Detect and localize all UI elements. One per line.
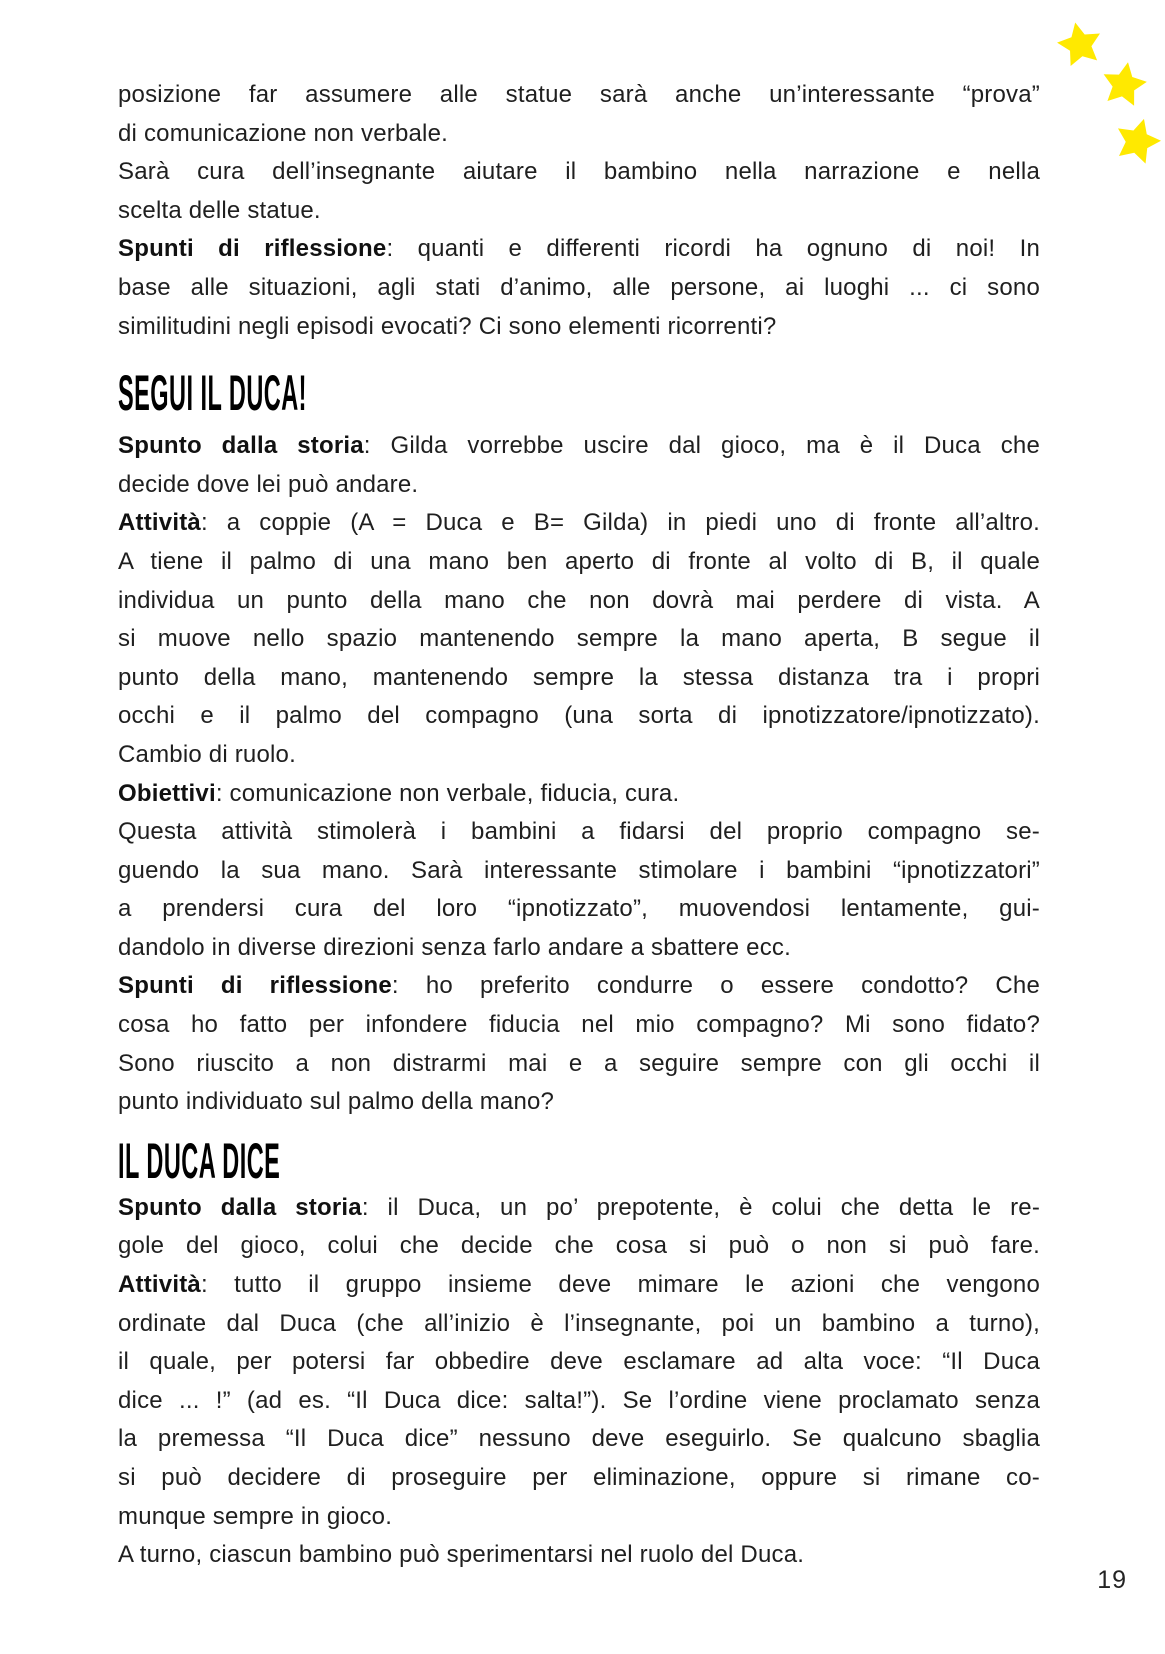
- paragraph: [118, 76, 1040, 153]
- bold-lead: Attività: [118, 1271, 201, 1299]
- bold-lead: Attività: [118, 509, 201, 537]
- line-text: : comunicazione non verbale, fiducia, cura.: [215, 779, 680, 807]
- text-line: [118, 775, 1040, 814]
- text-line: dice ... !” (ad es. “Il Duca dice: salta!”). Se l’ordine viene proclamato senza: [118, 1386, 1040, 1414]
- paragraph: [118, 504, 1040, 774]
- text-line: occhi e il palmo del compagno (una sorta di ipnotizzatore/ipnotizzato).: [118, 702, 1040, 730]
- text-line: Cambio di ruolo.: [118, 740, 296, 768]
- paragraph: [118, 427, 1040, 504]
- text-line: si può decidere di proseguire per eliminazione, oppure si rimane co-: [118, 1464, 1040, 1491]
- text-line: dandolo in diverse direzioni senza farlo andare a sbattere ecc.: [118, 933, 791, 961]
- text-line: Questa attività stimolerà i bambini a fidarsi del proprio compagno se-: [118, 818, 1040, 846]
- section-heading-text: SEGUI IL DUCA!: [118, 365, 307, 422]
- paragraph: [118, 1536, 1040, 1575]
- text-line: similitudini negli episodi evocati? Ci sono elementi ricorrenti?: [118, 312, 777, 340]
- text-line: di comunicazione non verbale.: [118, 119, 448, 147]
- text-line: si muove nello spazio mantenendo sempre la mano aperta, B segue il: [118, 625, 1040, 653]
- section-heading-text: IL DUCA DICE: [118, 1132, 281, 1189]
- text-line: base alle situazioni, agli stati d’animo, alle persone, ai luoghi ... ci sono: [118, 273, 1040, 301]
- text-line: [118, 1189, 1040, 1228]
- line-text: : tutto il gruppo insieme deve mimare le azioni che vengono: [200, 1271, 1040, 1299]
- section-heading: [118, 365, 1040, 422]
- text-line: a prendersi cura del loro “ipnotizzato”, muovendosi lentamente, gui-: [118, 895, 1040, 923]
- text-line: gole del gioco, colui che decide che cosa si può o non si può fare.: [118, 1232, 1040, 1260]
- text-line: [118, 1266, 1040, 1305]
- bold-lead: Spunto dalla storia: [118, 1193, 362, 1221]
- line-text: : quanti e differenti ricordi ha ognuno di noi! In: [386, 235, 1040, 263]
- text-line: A tiene il palmo di una mano ben aperto di fronte al volto di B, il quale: [118, 547, 1040, 575]
- text-line: la premessa “Il Duca dice” nessuno deve eseguirlo. Se qualcuno sbaglia: [118, 1425, 1040, 1453]
- line-text: : a coppie (A = Duca e B= Gilda) in piedi uno di fronte all’altro.: [200, 509, 1040, 537]
- text-line: decide dove lei può andare.: [118, 470, 419, 498]
- text-line: A turno, ciascun bambino può sperimentarsi nel ruolo del Duca.: [118, 1541, 805, 1569]
- text-line: posizione far assumere alle statue sarà anche un’interessante “prova”: [118, 81, 1040, 108]
- paragraph: [118, 230, 1040, 346]
- line-text: : il Duca, un po’ prepotente, è colui che detta le re-: [361, 1193, 1041, 1221]
- text-line: scelta delle statue.: [118, 196, 321, 224]
- paragraph: [118, 153, 1040, 230]
- bold-lead: Obiettivi: [118, 779, 216, 807]
- paragraph: [118, 813, 1040, 967]
- star-icon: [1106, 111, 1165, 172]
- line-text: : ho preferito condurre o essere condotto? Che: [391, 972, 1040, 1000]
- star-icon: [1095, 57, 1153, 113]
- text-line: [118, 427, 1040, 466]
- text-line: [118, 504, 1040, 543]
- paragraph: [118, 1189, 1040, 1266]
- text-line: punto della mano, mantenendo sempre la stessa distanza tra i propri: [118, 663, 1040, 691]
- text-line: ordinate dal Duca (che all’inizio è l’insegnante, poi un bambino a turno),: [118, 1309, 1040, 1337]
- text-line: [118, 967, 1040, 1006]
- star-icon: [1052, 17, 1109, 74]
- text-line: [118, 230, 1040, 269]
- text-line: Sarà cura dell’insegnante aiutare il bambino nella narrazione e nella: [118, 158, 1040, 186]
- line-text: : Gilda vorrebbe uscire dal gioco, ma è il Duca che: [363, 432, 1040, 460]
- text-line: Sono riuscito a non distrarmi mai e a seguire sempre con gli occhi il: [118, 1049, 1040, 1077]
- paragraph: [118, 967, 1040, 1121]
- text-line: munque sempre in gioco.: [118, 1502, 393, 1530]
- text-line: guendo la sua mano. Sarà interessante stimolare i bambini “ipnotizzatori”: [118, 856, 1040, 884]
- bold-lead: Spunti di riflessione: [118, 235, 387, 263]
- text-line: il quale, per potersi far obbedire deve esclamare ad alta voce: “Il Duca: [118, 1348, 1040, 1376]
- bold-lead: Spunto dalla storia: [118, 432, 364, 460]
- page-number: 19: [1097, 1566, 1127, 1594]
- paragraph: [118, 1266, 1040, 1536]
- text-line: cosa ho fatto per infondere fiducia nel mio compagno? Mi sono fidato?: [118, 1011, 1040, 1039]
- paragraph: [118, 775, 1040, 814]
- section-heading: [118, 1132, 1040, 1189]
- text-line: individua un punto della mano che non dovrà mai perdere di vista. A: [118, 586, 1040, 614]
- page-content: [118, 76, 1040, 1575]
- bold-lead: Spunti di riflessione: [118, 972, 392, 1000]
- text-line: punto individuato sul palmo della mano?: [118, 1088, 555, 1116]
